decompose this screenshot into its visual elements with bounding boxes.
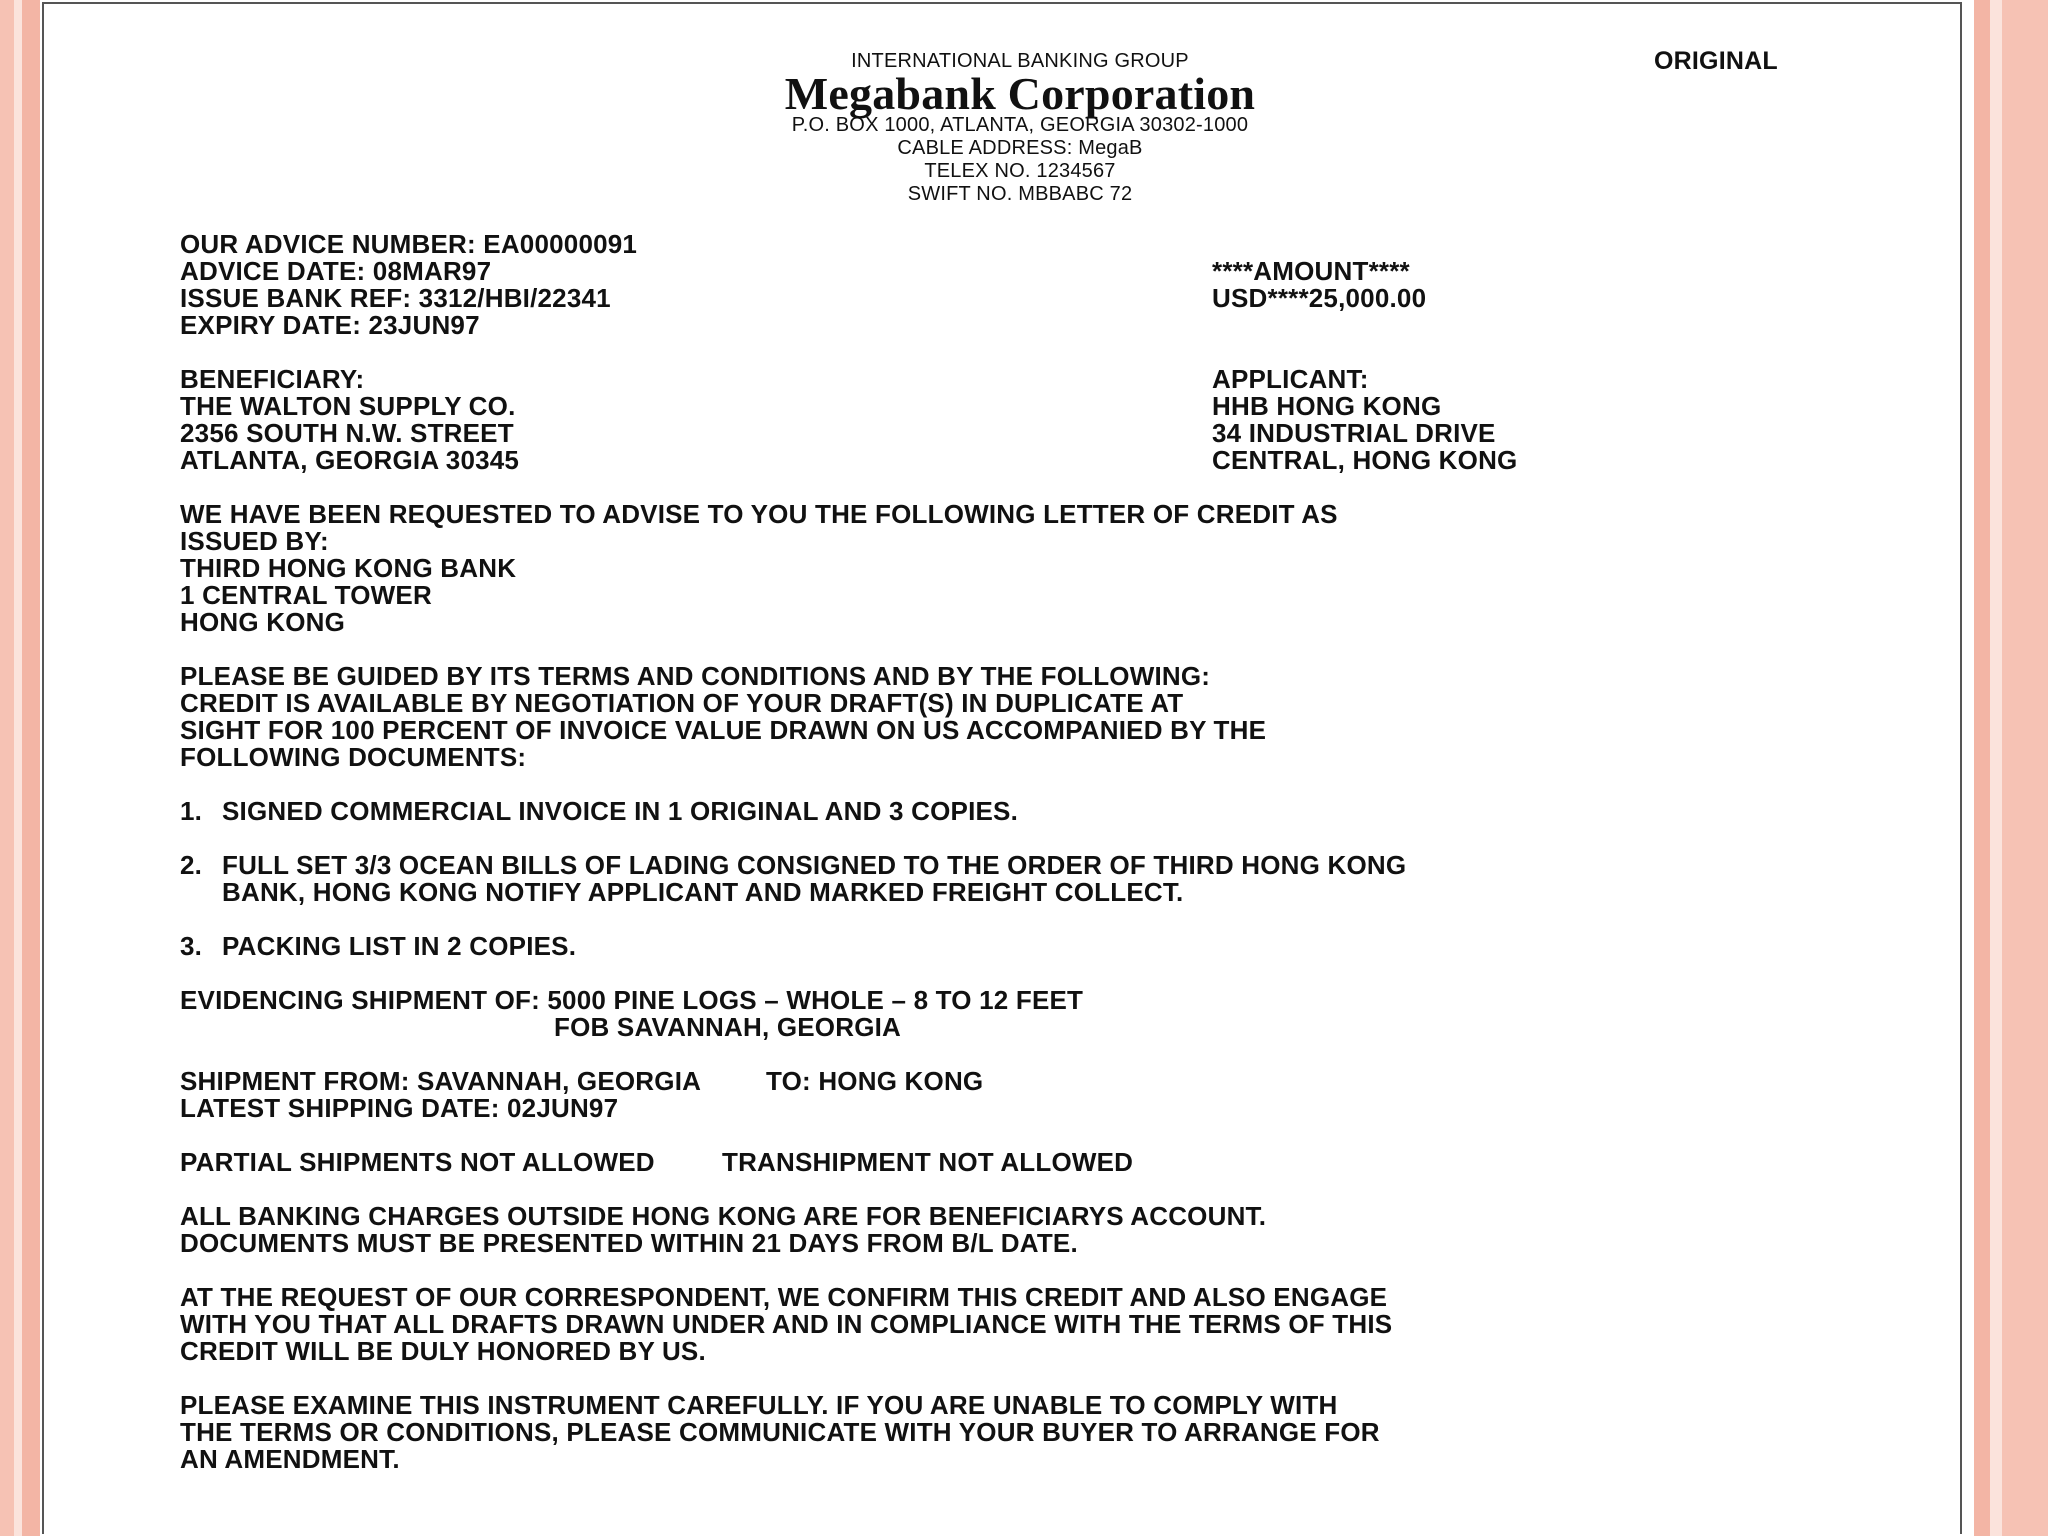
confirmation-line: WITH YOU THAT ALL DRAFTS DRAWN UNDER AND IN COMPLIANCE WITH THE TERMS OF THIS xyxy=(180,1309,1393,1339)
bank-name: Megabank Corporation xyxy=(784,68,1256,119)
right-border-stripe xyxy=(1962,0,1974,1536)
document-number: 3. xyxy=(180,931,203,961)
confirmation-line: CREDIT WILL BE DULY HONORED BY US. xyxy=(180,1336,706,1366)
guidance-line: FOLLOWING DOCUMENTS: xyxy=(180,742,527,772)
charges-line: ALL BANKING CHARGES OUTSIDE HONG KONG ARE FOR BENEFICIARYS ACCOUNT. xyxy=(180,1201,1267,1231)
request-line: WE HAVE BEEN REQUESTED TO ADVISE TO YOU THE FOLLOWING LETTER OF CREDIT AS xyxy=(180,499,1338,529)
right-border-stripe xyxy=(1974,0,1990,1536)
shipment-to: TO: HONG KONG xyxy=(766,1066,984,1096)
left-border-stripe xyxy=(22,0,40,1536)
issue-bank-ref: ISSUE BANK REF: 3312/HBI/22341 xyxy=(180,283,611,313)
bank-cable-address: CABLE ADDRESS: MegaB xyxy=(897,137,1143,159)
shipment-from: SHIPMENT FROM: SAVANNAH, GEORGIA xyxy=(180,1066,702,1096)
bank-telex: TELEX NO. 1234567 xyxy=(924,160,1116,182)
applicant-line: HHB HONG KONG xyxy=(1212,391,1442,421)
transhipment: TRANSHIPMENT NOT ALLOWED xyxy=(722,1147,1134,1177)
partial-shipments: PARTIAL SHIPMENTS NOT ALLOWED xyxy=(180,1147,655,1177)
document-number: 1. xyxy=(180,796,203,826)
guidance-line: PLEASE BE GUIDED BY ITS TERMS AND CONDITIONS AND BY THE FOLLOWING: xyxy=(180,661,1211,691)
beneficiary-line: ATLANTA, GEORGIA 30345 xyxy=(180,445,520,475)
examine-line: THE TERMS OR CONDITIONS, PLEASE COMMUNICATE WITH YOUR BUYER TO ARRANGE FOR xyxy=(180,1417,1380,1447)
right-border-stripe xyxy=(1990,0,2002,1536)
charges-line: DOCUMENTS MUST BE PRESENTED WITHIN 21 DAYS FROM B/L DATE. xyxy=(180,1228,1078,1258)
issuing-bank-line: THIRD HONG KONG BANK xyxy=(180,553,517,583)
advice-date: ADVICE DATE: 08MAR97 xyxy=(180,256,492,286)
bank-address: P.O. BOX 1000, ATLANTA, GEORGIA 30302-1000 xyxy=(791,114,1249,136)
left-border-stripe xyxy=(14,0,22,1536)
guidance-line: CREDIT IS AVAILABLE BY NEGOTIATION OF YOUR DRAFT(S) IN DUPLICATE AT xyxy=(180,688,1184,718)
applicant-heading: APPLICANT: xyxy=(1212,364,1369,394)
amount-heading: ****AMOUNT**** xyxy=(1212,256,1410,286)
document-text: BANK, HONG KONG NOTIFY APPLICANT AND MARKED FREIGHT COLLECT. xyxy=(222,877,1184,907)
right-border-stripe xyxy=(2002,0,2048,1536)
letter-of-credit-document xyxy=(42,2,1962,1534)
beneficiary-line: 2356 SOUTH N.W. STREET xyxy=(180,418,514,448)
issuing-bank-line: HONG KONG xyxy=(180,607,346,637)
evidencing-terms: FOB SAVANNAH, GEORGIA xyxy=(554,1012,902,1042)
guidance-line: SIGHT FOR 100 PERCENT OF INVOICE VALUE DRAWN ON US ACCOMPANIED BY THE xyxy=(180,715,1267,745)
evidencing-shipment: EVIDENCING SHIPMENT OF: 5000 PINE LOGS – WHOLE – 8 TO 12 FEET xyxy=(180,985,1084,1015)
examine-line: PLEASE EXAMINE THIS INSTRUMENT CAREFULLY. IF YOU ARE UNABLE TO COMPLY WITH xyxy=(180,1390,1338,1420)
document-number: 2. xyxy=(180,850,203,880)
left-border-stripe xyxy=(0,0,14,1536)
document-text: PACKING LIST IN 2 COPIES. xyxy=(222,931,577,961)
beneficiary-line: THE WALTON SUPPLY CO. xyxy=(180,391,516,421)
request-line: ISSUED BY: xyxy=(180,526,329,556)
confirmation-line: AT THE REQUEST OF OUR CORRESPONDENT, WE CONFIRM THIS CREDIT AND ALSO ENGAGE xyxy=(180,1282,1388,1312)
examine-line: AN AMENDMENT. xyxy=(180,1444,400,1474)
applicant-line: 34 INDUSTRIAL DRIVE xyxy=(1212,418,1496,448)
bank-swift: SWIFT NO. MBBABC 72 xyxy=(907,183,1133,205)
document-text: SIGNED COMMERCIAL INVOICE IN 1 ORIGINAL AND 3 COPIES. xyxy=(222,796,1018,826)
beneficiary-heading: BENEFICIARY: xyxy=(180,364,365,394)
issuing-bank-line: 1 CENTRAL TOWER xyxy=(180,580,432,610)
expiry-date: EXPIRY DATE: 23JUN97 xyxy=(180,310,480,340)
latest-shipping-date: LATEST SHIPPING DATE: 02JUN97 xyxy=(180,1093,619,1123)
amount-value: USD****25,000.00 xyxy=(1212,283,1427,313)
applicant-line: CENTRAL, HONG KONG xyxy=(1212,445,1518,475)
advice-number: OUR ADVICE NUMBER: EA00000091 xyxy=(180,229,638,259)
copy-label: ORIGINAL xyxy=(1654,47,1778,75)
letterhead-group: INTERNATIONAL BANKING GROUP xyxy=(851,50,1189,72)
document-text: FULL SET 3/3 OCEAN BILLS OF LADING CONSIGNED TO THE ORDER OF THIRD HONG KONG xyxy=(222,850,1407,880)
